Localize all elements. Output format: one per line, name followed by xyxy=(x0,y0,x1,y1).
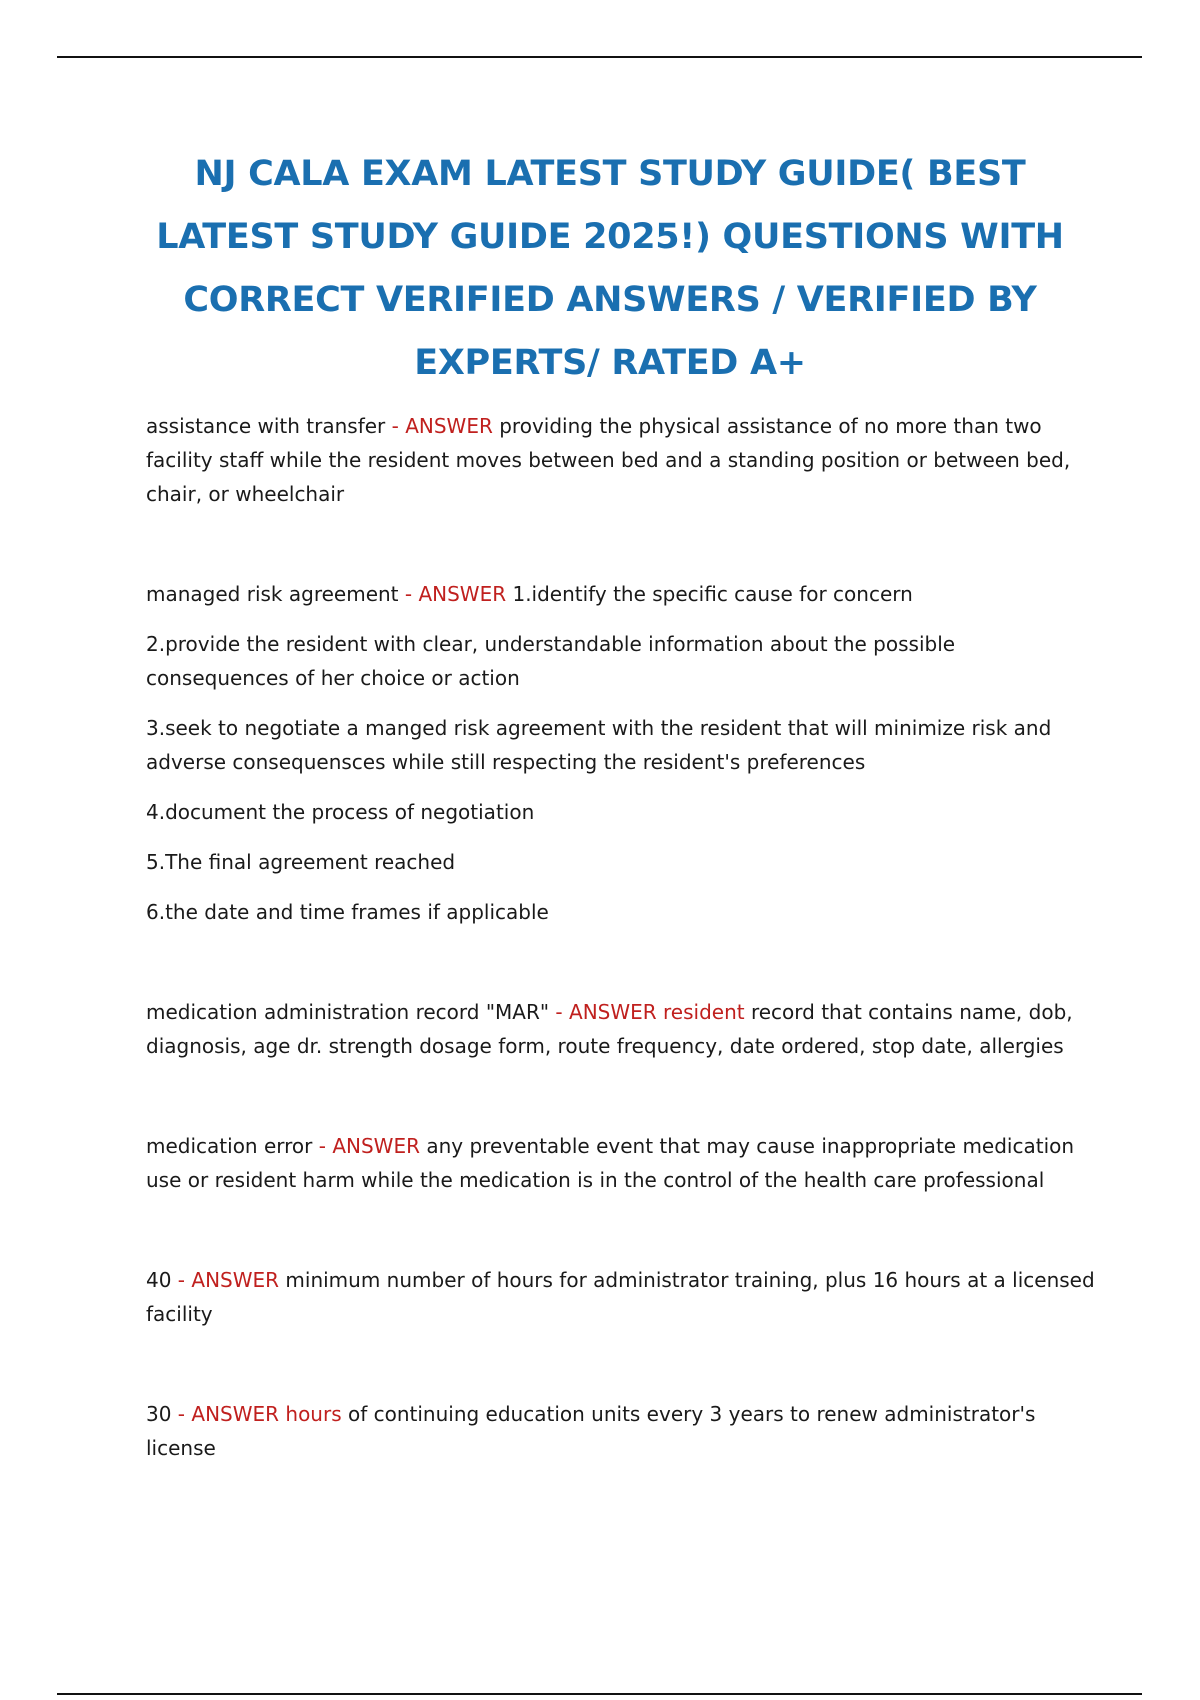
list-item: 5.The final agreement reached xyxy=(146,850,456,874)
qa-list xyxy=(146,409,1102,1465)
entry-definition: providing the physical assistance of no more than two facility staff while the resident moves between bed and a standing position or between bed, chair, or wheelchair xyxy=(146,414,1077,506)
qa-entry-medication-error xyxy=(146,1129,1096,1197)
top-rule xyxy=(57,56,1142,58)
entry-term: medication error xyxy=(146,1134,313,1158)
entry-definition: any preventable event that may cause inappropriate medication use or resident harm while the medication is in the control of the health care professional xyxy=(146,1134,1081,1192)
list-item: 6.the date and time frames if applicable xyxy=(146,900,549,924)
answer-label: ANSWER resident xyxy=(569,1000,745,1024)
entry-term: managed risk agreement xyxy=(146,582,399,606)
answer-label: ANSWER xyxy=(405,414,493,438)
entry-definition: 1.identify the specific cause for concern xyxy=(506,582,913,606)
answer-label: ANSWER hours xyxy=(191,1402,342,1426)
entry-separator: - xyxy=(171,1402,192,1426)
qa-entry-medication-administration-record xyxy=(146,995,1096,1063)
document-title: NJ CALA EXAM LATEST STUDY GUIDE( BEST LATEST STUDY GUIDE 2025!) QUESTIONS WITH CORRECT VERIFIED ANSWERS / VERIFIED BY EXPERTS/ RATED A+ xyxy=(156,154,1064,383)
answer-label: ANSWER xyxy=(418,582,507,606)
list-item: 2.provide the resident with clear, understandable information about the possible consequences of her choice or action xyxy=(146,632,962,690)
qa-entry-managed-risk-agreement xyxy=(146,577,1096,611)
entry-separator: - xyxy=(549,1000,570,1024)
answer-label: ANSWER xyxy=(332,1134,420,1158)
answer-label: ANSWER xyxy=(191,1268,280,1292)
entry-term: medication administration record "MAR" xyxy=(146,1000,550,1024)
entry-definition: minimum number of hours for administrator training, plus 16 hours at a licensed facility xyxy=(146,1268,1102,1326)
list-item: 3.seek to negotiate a manged risk agreement with the resident that will minimize risk and adverse consequensces while still respecting the resident's preferences xyxy=(146,716,1058,774)
entry-separator: - xyxy=(398,582,419,606)
qa-entry-assistance-with-transfer xyxy=(146,409,1096,511)
bottom-rule xyxy=(57,1693,1142,1695)
qa-entry-30 xyxy=(146,1397,1096,1465)
list-item: 4.document the process of negotiation xyxy=(146,800,535,824)
entry-term: 40 xyxy=(146,1268,172,1292)
qa-entry-40 xyxy=(146,1263,1102,1331)
entry-separator: - xyxy=(385,414,406,438)
entry-definition: record that contains name, dob, diagnosis, age dr. strength dosage form, route frequency, date ordered, stop date, allergies xyxy=(146,1000,1079,1058)
entry-term: 30 xyxy=(146,1402,172,1426)
entry-separator: - xyxy=(171,1268,192,1292)
entry-separator: - xyxy=(312,1134,333,1158)
entry-definition: of continuing education units every 3 years to renew administrator's license xyxy=(146,1402,1042,1460)
entry-term: assistance with transfer xyxy=(146,414,386,438)
